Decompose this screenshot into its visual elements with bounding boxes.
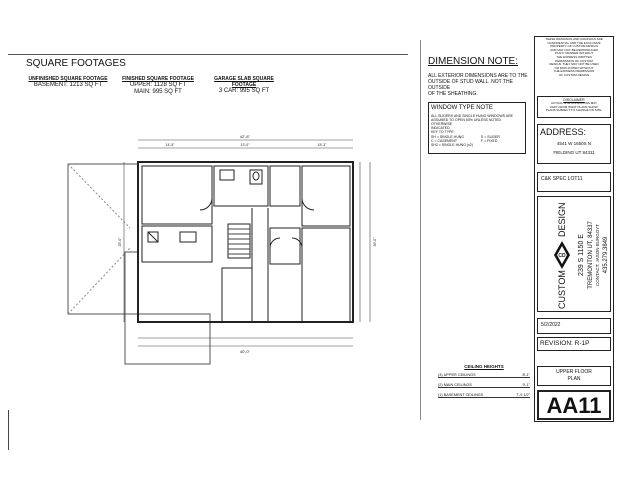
site-disclaimer-line: ACTUAL SITE CONDITIONS MAY [550, 101, 597, 105]
finished-sqft [118, 76, 198, 96]
disclaimer-line: PROPERTY OF CUSTOM DESIGN [550, 44, 598, 49]
address-line-2: FIELDING UT 84311 [553, 150, 595, 155]
window-key-s: S = SLIDER [480, 135, 500, 139]
dimension-label-top-b: 13'-0" [240, 143, 250, 147]
project-name-box [537, 172, 611, 192]
dimension-note-line-1: ALL EXTERIOR DIMENSIONS ARE TO THE [428, 73, 528, 79]
master-bath [142, 226, 212, 262]
bedroom-3 [222, 268, 252, 322]
disclaimer-line: IN ANY MANNER WITHOUT [554, 51, 594, 56]
top-border-line [8, 54, 408, 55]
window-key-title: KEY TO TYPE: [431, 130, 455, 134]
disclaimer-line: THE EXPRESS WRITTEN [556, 54, 592, 59]
ceiling-heights-title: CEILING HEIGHTS [464, 364, 504, 369]
window-key-sh: SH = SINGLE HUNG [431, 135, 464, 139]
designer-phone: 435.279.3849 [603, 236, 609, 274]
door-swing [200, 198, 212, 210]
vanity [220, 170, 234, 180]
roof-hip-line [68, 164, 130, 228]
bedroom-1 [142, 166, 212, 224]
bedroom-2 [302, 166, 350, 226]
toilet-bowl [253, 172, 259, 180]
designer-street: 239 S 1150 E [578, 234, 585, 276]
address-box [537, 124, 611, 164]
dimension-label-left: 25'-0" [118, 237, 122, 247]
disclaimer-line: THE EXPRESS PERMISSION [553, 69, 595, 74]
site-disclaimer-title: DISCLAIMER [563, 98, 585, 102]
dimension-label-top-c: 15'-3" [317, 143, 327, 147]
disclaimer-line: OF CUSTOM DESIGN [558, 72, 590, 77]
square-footages-title: SQUARE FOOTAGES [26, 58, 126, 69]
site-disclaimer-line: PLANS SUBJECT TO CHANGE ON SITE. [545, 108, 603, 113]
window-note-line-3: INDICATED [431, 126, 450, 130]
ceiling-row-value: 9'-1" [522, 383, 530, 387]
project-name: C&K SPEC LOT11 [541, 176, 583, 182]
dimension-label-right: 36'-0" [373, 237, 377, 247]
dimension-note-line-2: OUTSIDE OF STUD WALL. NOT THE OUTSIDE [428, 79, 513, 91]
window-key-c: C = CASEMENT [431, 139, 457, 143]
sheet-title-box [537, 366, 611, 386]
upper-floor-plan [60, 128, 385, 368]
exterior-wall [138, 162, 353, 322]
sheet-date: 5/2/2022 [541, 322, 561, 328]
designer-city: TREMONTON UT, 84337 [588, 221, 594, 289]
finished-line-main: MAIN: 995 SQ FT [134, 89, 182, 95]
window-note-title: WINDOW TYPE NOTE [431, 105, 493, 111]
ceiling-row [438, 393, 530, 398]
ceiling-heights-table [438, 364, 530, 398]
revision-box [537, 337, 611, 351]
designer-logo-svg [538, 197, 611, 312]
shower-mark [148, 232, 158, 242]
designer-block [537, 196, 611, 312]
disclaimer-line: PERMISSION OF CUSTOM [555, 58, 593, 63]
window-type-note [428, 102, 526, 154]
address-line-1: 4541 W 1650S N [556, 141, 592, 146]
address-title: ADDRESS: [540, 127, 587, 137]
window-key-sh2: SH2 = SINGLE HUNG (x2) [431, 143, 473, 147]
ceiling-row-label: (2) MAIN CEILINGS [438, 383, 472, 387]
designer-contact: CONTACT: JASON BURGOYT [595, 224, 600, 286]
disclaimer-line: AND MAY NOT BE REPRODUCED [550, 47, 598, 52]
unfinished-sqft [28, 76, 108, 89]
sheet-title-line-2: PLAN [567, 376, 581, 382]
unfinished-heading: UNFINISHED SQUARE FOOTAGE [28, 76, 108, 82]
ceiling-row [438, 383, 530, 388]
door-swing [302, 198, 314, 210]
sheet-number-box [537, 390, 611, 420]
laundry [270, 166, 300, 206]
disclaimer-line: CONFIDENTIAL AND THE EXCLUSIVE [547, 40, 601, 45]
ceiling-row-value: 7'-9 1/2" [516, 393, 530, 397]
ceiling-row-value: 8'-1" [522, 373, 530, 377]
dimension-label-top-a: 14'-5" [165, 143, 175, 147]
disclaimer-line: THESE DRAWINGS AND GRAPHICS ARE [545, 37, 603, 41]
disclaimer-text [537, 38, 611, 78]
dimension-label-top-overall: 42'-8" [239, 134, 251, 139]
sheet-title-line-1: UPPER FLOOR [556, 369, 592, 375]
window-note-line-1: ALL SLIDERS AND SINGLE HUNG WINDOWS ARE [431, 114, 513, 118]
window-note-line-2: ASSUMED TO OPEN 50% UNLESS NOTED OTHERWISE [431, 118, 502, 126]
disclaimer-line: DESIGN. THEY MAY NOT BE USED [549, 62, 599, 67]
window-key-f: F = FIXED [480, 139, 498, 143]
ceiling-row [438, 373, 530, 378]
date-box [537, 318, 611, 334]
designer-label-left: CUSTOM [557, 270, 567, 309]
left-border-line [8, 410, 9, 450]
site-disclaimer-box [537, 96, 611, 118]
bedroom-4 [302, 228, 350, 322]
roof-hip-line [68, 248, 130, 314]
disclaimer-line: OR DUPLICATED WITHOUT [554, 65, 594, 70]
garage-sqft [204, 76, 284, 95]
tub [180, 232, 196, 242]
dimension-note [428, 56, 528, 97]
designer-label-right: DESIGN [557, 202, 567, 237]
site-disclaimer-line: VARY FROM WHAT PLANS SHOW. [549, 104, 599, 109]
ceiling-row-label: (3) UPPER CEILINGS [438, 373, 476, 377]
designer-logo-letter: CD [558, 253, 566, 259]
finished-heading: FINISHED SQUARE FOOTAGE [122, 76, 194, 82]
bath-2 [270, 228, 300, 264]
sheet-number: AA11 [546, 393, 602, 418]
dimension-label-bottom: 40'-0" [239, 349, 251, 354]
garage-line: 3 CAR: 995 SQ FT [218, 88, 270, 94]
vertical-divider [420, 40, 421, 420]
finished-line-upper: UPPER: 1128 SQ FT [129, 82, 187, 88]
garage-heading: GARAGE SLAB SQUARE FOOTAGE [214, 76, 274, 88]
dimension-note-title: DIMENSION NOTE: [428, 56, 519, 67]
revision-text: REVISION: R-1P [540, 340, 590, 347]
door-swing [270, 238, 280, 248]
unfinished-line: BASEMENT: 1213 SQ FT [33, 82, 103, 88]
dimension-note-line-3: OF THE SHEATHING. [428, 91, 478, 97]
ceiling-row-label: (1) BASEMENT CEILINGS [438, 393, 484, 397]
bathroom [214, 166, 268, 206]
